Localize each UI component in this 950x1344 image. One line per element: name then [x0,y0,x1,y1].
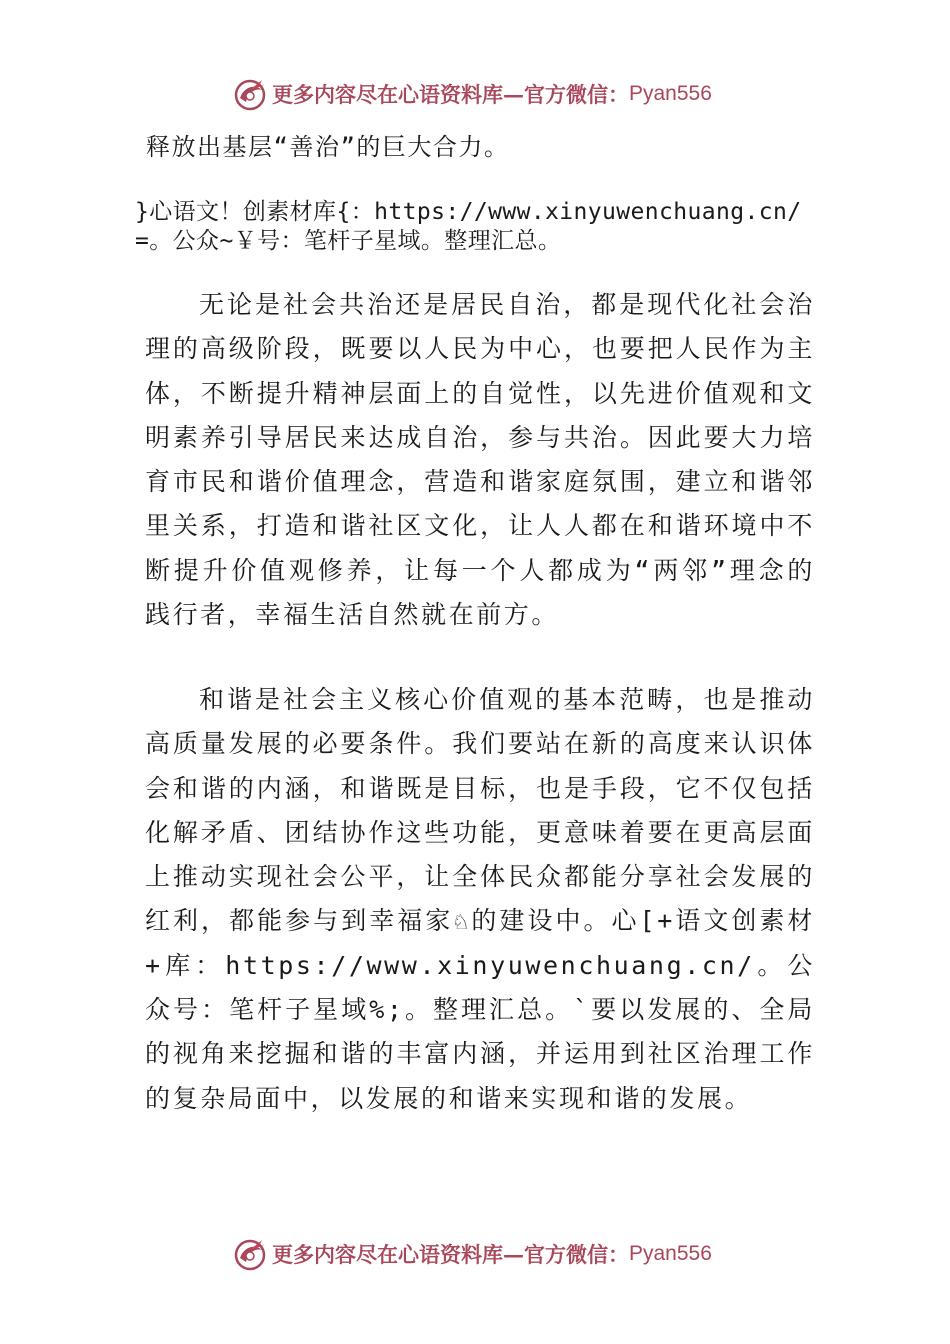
paragraph-2: 和谐是社会主义核心价值观的基本范畴，也是推动高质量发展的必要条件。我们要站在新的高度来认识体会和谐的内涵，和谐既是目标，也是手段，它不仅包括化解矛盾、团结协作这些功能，更意味着要在更高层面上推动实现社会公平，让全体民众都能分享社会发展的红利，都能参与到幸福家♘的建设中。心[+语文创素材+库：https://www.xinyuwenchuang.cn/。公众号：笔杆子星域%;。整理汇总。`要以发展的、全局的视角来挖掘和谐的丰富内涵，并运用到社区治理工作的复杂局面中，以发展的和谐来实现和谐的发展。 [145,685,815,1113]
footer-banner [232,1234,712,1274]
logo-icon [232,1236,268,1272]
continuation-line: 释放出基层“善治”的巨大合力。 [146,133,510,161]
banner-text: 更多内容尽在心语资料库—官方微信： [272,82,629,107]
logo-icon [232,76,268,112]
wechat-id: Pyan556 [629,1242,712,1265]
wechat-id: Pyan556 [629,82,712,105]
watermark-note: }心语文！创素材库{：https://www.xinyuwenchuang.cn/=。公众~￥号：笔杆子星域。整理汇总。 [135,199,802,254]
banner-text: 更多内容尽在心语资料库—官方微信： [272,1242,629,1267]
paragraph-1: 无论是社会共治还是居民自治，都是现代化社会治理的高级阶段，既要以人民为中心，也要把人民作为主体，不断提升精神层面上的自觉性，以先进价值观和文明素养引导居民来达成自治，参与共治。因此要大力培育市民和谐价值理念，营造和谐家庭氛围，建立和谐邻里关系，打造和谐社区文化，让人人都在和谐环境中不断提升价值观修养，让每一个人都成为“两邻”理念的践行者，幸福生活自然就在前方。 [145,290,815,630]
header-banner [232,74,712,114]
